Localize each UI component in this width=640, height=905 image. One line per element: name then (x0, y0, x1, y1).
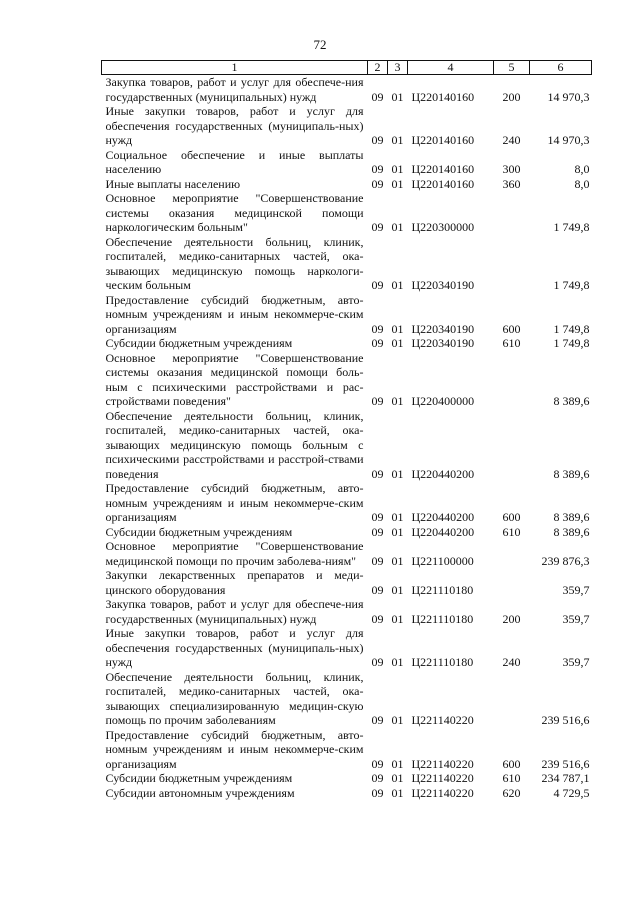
row-target-code: Ц220140160 (411, 176, 475, 191)
row-section: 09 (371, 582, 384, 597)
row-section: 09 (371, 466, 384, 481)
row-amount: 1 749,8 (553, 278, 590, 292)
row-section: 09 (371, 394, 384, 408)
table-row (102, 409, 592, 482)
row-target-code: Ц220140160 (411, 133, 475, 147)
row-subsection: 01 (391, 321, 404, 336)
row-expense-type: 240 (502, 655, 521, 669)
row-target-code: Ц220140160 (411, 89, 475, 104)
row-name: Обеспечение деятельности больниц, клиник, госпиталей, медико-санитарных частей, ока-зывающих медицинскую помощь наркологи-ческим больным (105, 234, 364, 292)
row-amount: 8,0 (574, 176, 590, 191)
row-target-code: Ц221110180 (411, 655, 474, 669)
row-section: 09 (371, 176, 384, 191)
row-amount: 1 749,8 (553, 321, 590, 336)
table-row (102, 568, 592, 597)
row-name: Обеспечение деятельности больниц, клиник, госпиталей, медико-санитарных частей, ока-зывающих специализированную медицин-скую помощь по прочим заболеваниям (105, 669, 364, 727)
row-subsection: 01 (391, 336, 404, 350)
row-target-code: Ц220140160 (411, 162, 475, 176)
table-row (102, 351, 592, 409)
row-target-code: Ц221110180 (411, 582, 474, 597)
table-row (102, 771, 592, 786)
column-header-section: 2 (368, 61, 388, 75)
row-target-code: Ц220340190 (411, 278, 475, 292)
row-amount: 8 389,6 (553, 524, 590, 539)
row-subsection: 01 (391, 278, 404, 292)
row-name: Субсидии бюджетным учреждениям (105, 336, 293, 350)
row-target-code: Ц221110180 (411, 611, 474, 626)
row-section: 09 (371, 655, 384, 669)
row-name: Иные выплаты населению (105, 176, 241, 191)
row-section: 09 (371, 278, 384, 292)
row-section: 09 (371, 510, 384, 524)
row-target-code: Ц220440200 (411, 510, 475, 524)
row-expense-type: 600 (502, 756, 521, 771)
row-expense-type: 610 (502, 336, 521, 350)
row-expense-type (494, 191, 530, 235)
row-subsection: 01 (391, 466, 404, 481)
row-expense-type: 610 (502, 524, 521, 539)
table-row (102, 597, 592, 626)
row-amount: 14 970,3 (547, 89, 590, 104)
row-subsection: 01 (391, 785, 404, 800)
row-amount: 8 389,6 (553, 510, 590, 524)
row-expense-type: 240 (502, 133, 521, 147)
row-expense-type: 620 (502, 785, 521, 800)
row-amount: 359,7 (562, 655, 590, 669)
table-row (102, 177, 592, 192)
row-subsection: 01 (391, 713, 404, 727)
row-name: Основное мероприятие "Совершенствование медицинской помощи по прочим заболева-ниям" (105, 539, 364, 568)
row-name: Закупка товаров, работ и услуг для обеспече-ния государственных (муниципальных) нужд (105, 597, 364, 626)
row-amount: 14 970,3 (547, 133, 590, 147)
row-subsection: 01 (391, 524, 404, 539)
budget-table (101, 60, 592, 800)
column-header-amount: 6 (530, 61, 592, 75)
table-row (102, 191, 592, 235)
row-name: Предоставление субсидий бюджетным, авто-номным учреждениям и иным некоммерче-ским организациям (105, 727, 364, 771)
table-row (102, 104, 592, 148)
row-target-code: Ц220340190 (411, 321, 475, 336)
page-number: 72 (313, 37, 327, 52)
row-subsection: 01 (391, 655, 404, 669)
row-section: 09 (371, 89, 384, 104)
row-target-code: Ц220300000 (411, 220, 475, 234)
row-subsection: 01 (391, 510, 404, 524)
row-section: 09 (371, 611, 384, 626)
table-header-row (102, 61, 592, 75)
row-expense-type: 200 (502, 89, 521, 104)
row-amount: 359,7 (562, 582, 590, 597)
column-header-expense-type: 5 (494, 61, 530, 75)
row-target-code: Ц221100000 (411, 553, 474, 568)
table-row (102, 481, 592, 525)
row-target-code: Ц220440200 (411, 466, 475, 481)
row-name: Закупки лекарственных препаратов и меди-цинского оборудования (105, 568, 364, 597)
row-name: Социальное обеспечение и иные выплаты населению (105, 147, 364, 176)
row-name: Субсидии бюджетным учреждениям (105, 771, 293, 785)
row-expense-type: 200 (502, 611, 521, 626)
table-row (102, 539, 592, 568)
row-section: 09 (371, 713, 384, 727)
row-target-code: Ц220440200 (411, 524, 475, 539)
table-row (102, 75, 592, 105)
row-name: Предоставление субсидий бюджетным, авто-номным учреждениям и иным некоммерче-ским организациям (105, 292, 364, 336)
row-expense-type: 300 (502, 162, 521, 176)
row-section: 09 (371, 133, 384, 147)
row-section: 09 (371, 220, 384, 234)
column-header-name: 1 (102, 61, 368, 75)
table-row (102, 336, 592, 351)
row-expense-type (494, 539, 530, 568)
row-amount: 1 749,8 (553, 220, 590, 234)
row-name: Обеспечение деятельности больниц, клиник, госпиталей, медико-санитарных частей, ока-зывающих медицинскую помощь больным с психическими расстройствами и расстрой-ствами поведения (105, 408, 364, 481)
row-amount: 239 876,3 (541, 553, 590, 568)
row-expense-type (494, 351, 530, 409)
row-name: Субсидии автономным учреждениям (105, 785, 295, 800)
row-target-code: Ц221140220 (411, 785, 474, 800)
table-row (102, 728, 592, 772)
row-section: 09 (371, 785, 384, 800)
row-section: 09 (371, 162, 384, 176)
row-subsection: 01 (391, 162, 404, 176)
row-subsection: 01 (391, 553, 404, 568)
row-expense-type (494, 568, 530, 597)
row-amount: 4 729,5 (553, 785, 590, 800)
table-row (102, 235, 592, 293)
row-target-code: Ц220340190 (411, 336, 475, 350)
row-amount: 234 787,1 (541, 771, 590, 785)
row-target-code: Ц221140220 (411, 713, 474, 727)
table-row (102, 525, 592, 540)
row-name: Основное мероприятие "Совершенствование системы оказания медицинской помощи боль-ным с психическими расстройствами и рас-стройствами поведения" (105, 350, 364, 408)
column-header-subsection: 3 (388, 61, 408, 75)
row-amount: 8 389,6 (553, 394, 590, 408)
row-expense-type (494, 235, 530, 293)
row-amount: 8,0 (574, 162, 590, 176)
row-section: 09 (371, 756, 384, 771)
row-name: Субсидии бюджетным учреждениям (105, 524, 293, 539)
row-subsection: 01 (391, 394, 404, 408)
table-row (102, 148, 592, 177)
row-subsection: 01 (391, 582, 404, 597)
row-section: 09 (371, 336, 384, 350)
row-subsection: 01 (391, 756, 404, 771)
row-amount: 8 389,6 (553, 466, 590, 481)
row-name: Закупка товаров, работ и услуг для обеспече-ния государственных (муниципальных) нужд (105, 75, 364, 104)
row-subsection: 01 (391, 133, 404, 147)
row-expense-type: 600 (502, 510, 521, 524)
table-row (102, 786, 592, 801)
row-amount: 239 516,6 (541, 713, 590, 727)
row-section: 09 (371, 553, 384, 568)
row-name: Предоставление субсидий бюджетным, авто-номным учреждениям и иным некоммерче-ским организациям (105, 481, 364, 524)
row-subsection: 01 (391, 176, 404, 191)
row-name: Иные закупки товаров, работ и услуг для обеспечения государственных (муниципаль-ных) нужд (105, 104, 364, 147)
row-subsection: 01 (391, 220, 404, 234)
table-row (102, 670, 592, 728)
row-expense-type: 610 (502, 771, 521, 785)
row-target-code: Ц220400000 (411, 394, 475, 408)
table-row (102, 293, 592, 337)
row-subsection: 01 (391, 771, 404, 785)
row-expense-type (494, 409, 530, 482)
table-row (102, 626, 592, 670)
row-expense-type (494, 670, 530, 728)
row-target-code: Ц221140220 (411, 756, 474, 771)
row-section: 09 (371, 321, 384, 336)
row-amount: 1 749,8 (553, 336, 590, 350)
row-amount: 359,7 (562, 611, 590, 626)
row-subsection: 01 (391, 89, 404, 104)
column-header-target-code: 4 (408, 61, 494, 75)
row-section: 09 (371, 524, 384, 539)
row-target-code: Ц221140220 (411, 771, 474, 785)
row-expense-type: 600 (502, 321, 521, 336)
row-name: Основное мероприятие "Совершенствование системы оказания медицинской помощи наркологическим больным" (105, 191, 364, 234)
row-expense-type: 360 (502, 176, 521, 191)
row-section: 09 (371, 771, 384, 785)
row-amount: 239 516,6 (541, 756, 590, 771)
row-name: Иные закупки товаров, работ и услуг для обеспечения государственных (муниципаль-ных) нужд (105, 626, 364, 669)
row-subsection: 01 (391, 611, 404, 626)
